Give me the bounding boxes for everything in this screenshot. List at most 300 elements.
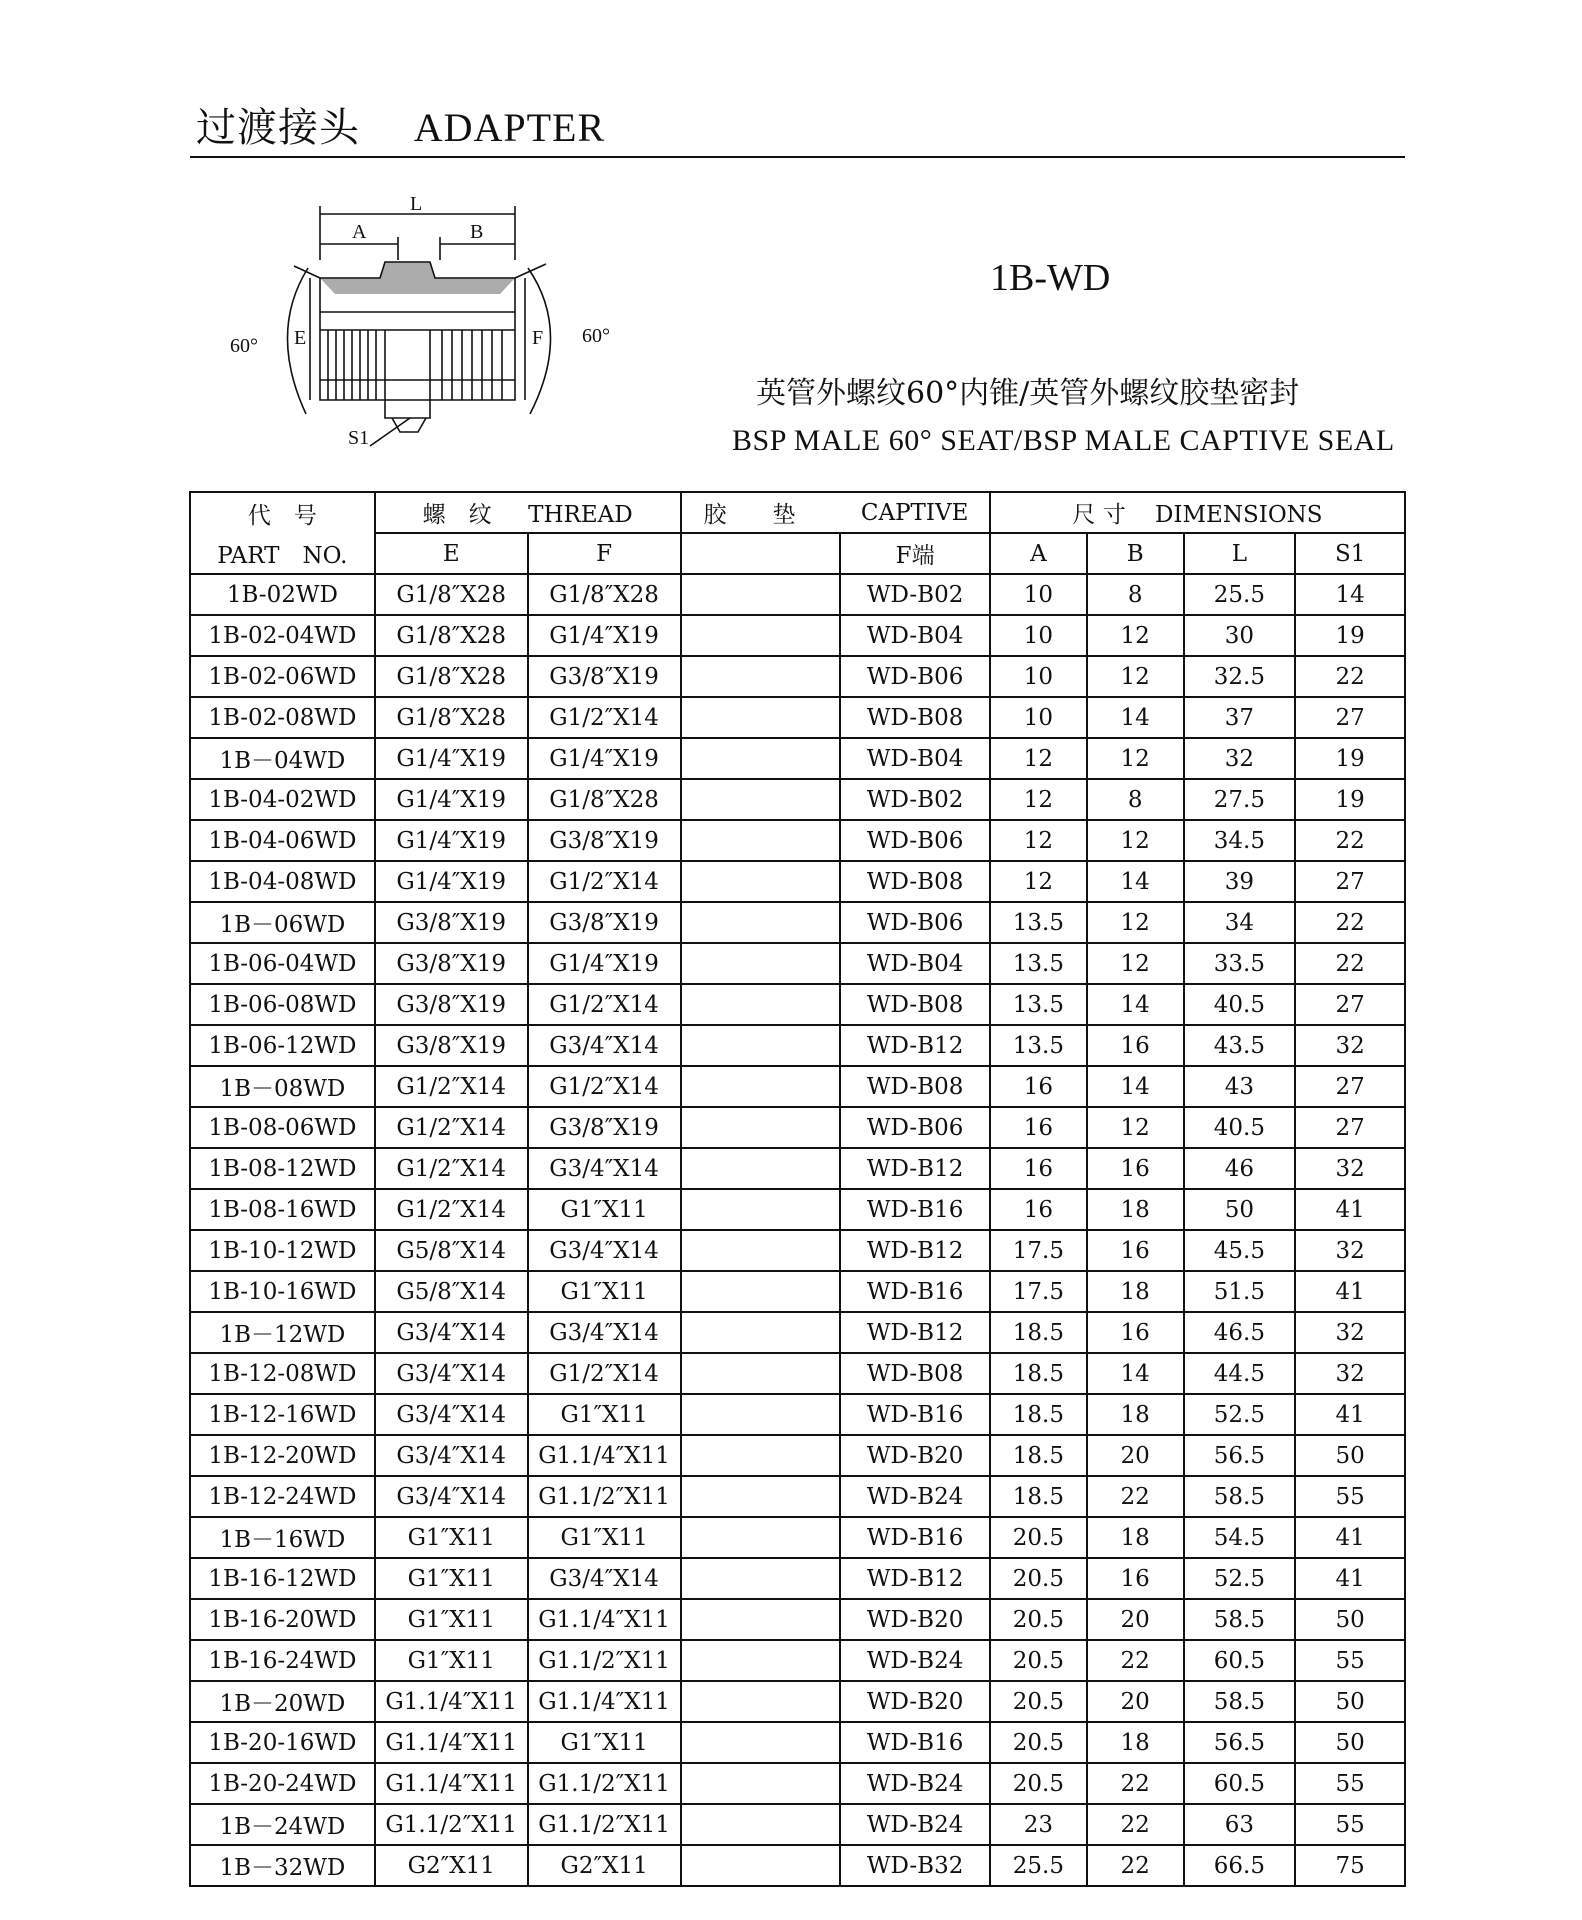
table-row xyxy=(190,615,1405,656)
captive-blank-cell xyxy=(681,902,841,943)
captive-blank-cell xyxy=(681,1476,841,1517)
part-no-cell: 1B-06-12WD xyxy=(190,1025,375,1066)
part-no-cell: 1B-06-04WD xyxy=(190,943,375,984)
thread-e-cell: G1/2″X14 xyxy=(375,1066,528,1107)
thread-f-cell: G1.1/2″X11 xyxy=(528,1804,681,1845)
captive-f-end-cell: WD-B16 xyxy=(840,1189,990,1230)
dim-l-cell: 33.5 xyxy=(1184,943,1296,984)
part-no-cell: 1B-08-12WD xyxy=(190,1148,375,1189)
table-row xyxy=(190,1066,1405,1107)
thread-e-cell: G1.1/2″X11 xyxy=(375,1804,528,1845)
title-cn: 过渡接头 xyxy=(196,105,360,151)
thread-f-cell: G3/8″X19 xyxy=(528,656,681,697)
dim-l-cell: 52.5 xyxy=(1184,1558,1296,1599)
table-row xyxy=(190,574,1405,615)
header-thread xyxy=(375,492,681,533)
dim-s1-cell: 50 xyxy=(1295,1435,1405,1476)
dim-b-cell: 8 xyxy=(1087,779,1184,820)
thread-e-cell: G3/8″X19 xyxy=(375,984,528,1025)
captive-f-end-cell: WD-B06 xyxy=(840,1107,990,1148)
model-number: 1B-WD xyxy=(990,257,1111,299)
captive-f-end-cell: WD-B16 xyxy=(840,1394,990,1435)
dim-s1-cell: 55 xyxy=(1295,1640,1405,1681)
dim-s1-cell: 27 xyxy=(1295,1066,1405,1107)
dim-l-cell: 40.5 xyxy=(1184,1107,1296,1148)
table-row xyxy=(190,902,1405,943)
dim-s1-cell: 22 xyxy=(1295,656,1405,697)
dim-b-cell: 14 xyxy=(1087,861,1184,902)
part-no-cell: 1B-06-08WD xyxy=(190,984,375,1025)
thread-e-cell: G1/8″X28 xyxy=(375,574,528,615)
captive-f-end-cell: WD-B08 xyxy=(840,1353,990,1394)
dim-b-cell: 22 xyxy=(1087,1845,1184,1886)
dim-s1-cell: 27 xyxy=(1295,1107,1405,1148)
dim-b-cell: 18 xyxy=(1087,1271,1184,1312)
captive-f-end-cell: WD-B20 xyxy=(840,1435,990,1476)
dim-a-cell: 16 xyxy=(990,1148,1087,1189)
captive-blank-cell xyxy=(681,1804,841,1845)
dim-b-cell: 16 xyxy=(1087,1558,1184,1599)
header-rule xyxy=(190,156,1405,158)
captive-blank-cell xyxy=(681,1722,841,1763)
header-thread-cn: 螺 纹 xyxy=(422,502,492,528)
header-dimensions xyxy=(990,492,1405,533)
table-row xyxy=(190,738,1405,779)
part-no-cell: 1B－24WD xyxy=(190,1804,375,1845)
captive-f-end-cell: WD-B12 xyxy=(840,1148,990,1189)
dim-b-cell: 14 xyxy=(1087,697,1184,738)
captive-f-end-cell: WD-B04 xyxy=(840,615,990,656)
table-row xyxy=(190,1435,1405,1476)
part-no-cell: 1B-08-16WD xyxy=(190,1189,375,1230)
captive-blank-cell xyxy=(681,1353,841,1394)
thread-f-cell: G1/2″X14 xyxy=(528,1066,681,1107)
description-cn: 英管外螺纹60°内锥/英管外螺纹胶垫密封 xyxy=(756,376,1300,411)
table-row xyxy=(190,1845,1405,1886)
thread-f-cell: G1/4″X19 xyxy=(528,615,681,656)
dim-s1-cell: 50 xyxy=(1295,1599,1405,1640)
part-no-cell: 1B－32WD xyxy=(190,1845,375,1886)
thread-f-cell: G1/8″X28 xyxy=(528,574,681,615)
description-en: BSP MALE 60° SEAT/BSP MALE CAPTIVE SEAL xyxy=(732,424,1395,457)
captive-f-end-cell: WD-B08 xyxy=(840,861,990,902)
thread-e-cell: G1″X11 xyxy=(375,1640,528,1681)
dim-a-cell: 16 xyxy=(990,1189,1087,1230)
header-thread-en: THREAD xyxy=(528,502,633,528)
captive-f-end-cell: WD-B06 xyxy=(840,656,990,697)
header-dim-en: DIMENSIONS xyxy=(1154,502,1323,528)
part-no-cell: 1B-16-12WD xyxy=(190,1558,375,1599)
thread-f-cell: G1/2″X14 xyxy=(528,984,681,1025)
dim-l-cell: 40.5 xyxy=(1184,984,1296,1025)
thread-e-cell: G1.1/4″X11 xyxy=(375,1763,528,1804)
dim-label-E: E xyxy=(294,327,307,349)
dim-a-cell: 13.5 xyxy=(990,902,1087,943)
captive-f-end-cell: WD-B12 xyxy=(840,1025,990,1066)
dim-a-cell: 20.5 xyxy=(990,1517,1087,1558)
captive-f-end-cell: WD-B12 xyxy=(840,1230,990,1271)
captive-blank-cell xyxy=(681,697,841,738)
dim-a-cell: 13.5 xyxy=(990,984,1087,1025)
dim-l-cell: 44.5 xyxy=(1184,1353,1296,1394)
dim-s1-cell: 75 xyxy=(1295,1845,1405,1886)
dim-l-cell: 60.5 xyxy=(1184,1640,1296,1681)
dim-b-cell: 22 xyxy=(1087,1476,1184,1517)
table-row xyxy=(190,820,1405,861)
dim-s1-cell: 19 xyxy=(1295,615,1405,656)
table-header-row-2 xyxy=(190,533,1405,574)
thread-f-cell: G1″X11 xyxy=(528,1271,681,1312)
dim-s1-cell: 14 xyxy=(1295,574,1405,615)
dim-a-cell: 20.5 xyxy=(990,1599,1087,1640)
dim-s1-cell: 22 xyxy=(1295,820,1405,861)
captive-blank-cell xyxy=(681,1066,841,1107)
dim-a-cell: 23 xyxy=(990,1804,1087,1845)
dim-a-cell: 12 xyxy=(990,738,1087,779)
dim-label-B: B xyxy=(470,221,484,243)
dim-a-cell: 18.5 xyxy=(990,1312,1087,1353)
dim-b-cell: 16 xyxy=(1087,1312,1184,1353)
thread-f-cell: G1/8″X28 xyxy=(528,779,681,820)
dim-l-cell: 52.5 xyxy=(1184,1394,1296,1435)
dim-a-cell: 20.5 xyxy=(990,1763,1087,1804)
header-col-f-end: F端 xyxy=(840,533,990,574)
dim-a-cell: 12 xyxy=(990,861,1087,902)
part-no-cell: 1B-02-04WD xyxy=(190,615,375,656)
dim-a-cell: 16 xyxy=(990,1107,1087,1148)
dim-b-cell: 16 xyxy=(1087,1230,1184,1271)
header-col-A: A xyxy=(990,533,1087,574)
part-no-cell: 1B-12-20WD xyxy=(190,1435,375,1476)
thread-e-cell: G1/2″X14 xyxy=(375,1189,528,1230)
dim-b-cell: 12 xyxy=(1087,902,1184,943)
table-row xyxy=(190,1558,1405,1599)
dim-l-cell: 46.5 xyxy=(1184,1312,1296,1353)
thread-f-cell: G3/8″X19 xyxy=(528,1107,681,1148)
spec-table xyxy=(189,491,1406,1887)
dim-b-cell: 20 xyxy=(1087,1681,1184,1722)
table-row xyxy=(190,1640,1405,1681)
page-title xyxy=(196,96,605,153)
dim-s1-cell: 32 xyxy=(1295,1230,1405,1271)
title-en: ADAPTER xyxy=(413,105,606,150)
thread-e-cell: G3/4″X14 xyxy=(375,1435,528,1476)
dim-l-cell: 32 xyxy=(1184,738,1296,779)
captive-f-end-cell: WD-B08 xyxy=(840,1066,990,1107)
part-no-cell: 1B-08-06WD xyxy=(190,1107,375,1148)
thread-f-cell: G1.1/4″X11 xyxy=(528,1599,681,1640)
dim-l-cell: 30 xyxy=(1184,615,1296,656)
dim-s1-cell: 19 xyxy=(1295,738,1405,779)
dim-s1-cell: 41 xyxy=(1295,1189,1405,1230)
dim-a-cell: 17.5 xyxy=(990,1230,1087,1271)
header-col-L: L xyxy=(1184,533,1296,574)
dim-a-cell: 20.5 xyxy=(990,1558,1087,1599)
captive-blank-cell xyxy=(681,1640,841,1681)
dim-a-cell: 20.5 xyxy=(990,1681,1087,1722)
thread-f-cell: G3/4″X14 xyxy=(528,1230,681,1271)
header-col-F: F xyxy=(528,533,681,574)
dim-s1-cell: 50 xyxy=(1295,1681,1405,1722)
thread-f-cell: G2″X11 xyxy=(528,1845,681,1886)
dim-label-A: A xyxy=(352,221,367,243)
captive-f-end-cell: WD-B12 xyxy=(840,1312,990,1353)
part-no-cell: 1B-04-02WD xyxy=(190,779,375,820)
captive-f-end-cell: WD-B08 xyxy=(840,984,990,1025)
captive-blank-cell xyxy=(681,984,841,1025)
angle-label-right: 60° xyxy=(582,325,610,347)
thread-f-cell: G1.1/4″X11 xyxy=(528,1681,681,1722)
dim-b-cell: 12 xyxy=(1087,656,1184,697)
captive-blank-cell xyxy=(681,1025,841,1066)
dim-s1-cell: 55 xyxy=(1295,1763,1405,1804)
captive-blank-cell xyxy=(681,1763,841,1804)
dim-s1-cell: 55 xyxy=(1295,1804,1405,1845)
captive-f-end-cell: WD-B20 xyxy=(840,1599,990,1640)
dim-a-cell: 18.5 xyxy=(990,1394,1087,1435)
dim-l-cell: 34 xyxy=(1184,902,1296,943)
dim-l-cell: 34.5 xyxy=(1184,820,1296,861)
dim-b-cell: 12 xyxy=(1087,738,1184,779)
part-no-cell: 1B-20-24WD xyxy=(190,1763,375,1804)
dim-a-cell: 18.5 xyxy=(990,1476,1087,1517)
header-dim-cn: 尺 寸 xyxy=(1072,502,1126,528)
thread-e-cell: G3/8″X19 xyxy=(375,902,528,943)
part-no-cell: 1B-04-06WD xyxy=(190,820,375,861)
dim-l-cell: 58.5 xyxy=(1184,1476,1296,1517)
part-no-cell: 1B-20-16WD xyxy=(190,1722,375,1763)
table-row xyxy=(190,1025,1405,1066)
dim-a-cell: 18.5 xyxy=(990,1435,1087,1476)
dim-a-cell: 12 xyxy=(990,779,1087,820)
dim-s1-cell: 32 xyxy=(1295,1353,1405,1394)
captive-f-end-cell: WD-B04 xyxy=(840,738,990,779)
thread-f-cell: G1/2″X14 xyxy=(528,861,681,902)
captive-f-end-cell: WD-B06 xyxy=(840,902,990,943)
thread-e-cell: G1/4″X19 xyxy=(375,861,528,902)
captive-blank-cell xyxy=(681,656,841,697)
adapter-diagram xyxy=(220,182,660,452)
thread-e-cell: G1″X11 xyxy=(375,1599,528,1640)
dim-l-cell: 58.5 xyxy=(1184,1599,1296,1640)
dim-s1-cell: 32 xyxy=(1295,1025,1405,1066)
table-row xyxy=(190,984,1405,1025)
thread-f-cell: G3/4″X14 xyxy=(528,1312,681,1353)
captive-f-end-cell: WD-B08 xyxy=(840,697,990,738)
captive-f-end-cell: WD-B24 xyxy=(840,1476,990,1517)
part-no-cell: 1B-02-08WD xyxy=(190,697,375,738)
table-row xyxy=(190,943,1405,984)
dim-b-cell: 20 xyxy=(1087,1599,1184,1640)
part-no-cell: 1B-02-06WD xyxy=(190,656,375,697)
dim-l-cell: 56.5 xyxy=(1184,1435,1296,1476)
captive-blank-cell xyxy=(681,1230,841,1271)
thread-e-cell: G5/8″X14 xyxy=(375,1271,528,1312)
header-col-E: E xyxy=(375,533,528,574)
dim-s1-cell: 27 xyxy=(1295,697,1405,738)
captive-f-end-cell: WD-B04 xyxy=(840,943,990,984)
dim-l-cell: 54.5 xyxy=(1184,1517,1296,1558)
table-row xyxy=(190,1763,1405,1804)
part-no-cell: 1B－12WD xyxy=(190,1312,375,1353)
header-col-S1: S1 xyxy=(1295,533,1405,574)
dim-a-cell: 18.5 xyxy=(990,1353,1087,1394)
dim-b-cell: 20 xyxy=(1087,1435,1184,1476)
captive-f-end-cell: WD-B24 xyxy=(840,1763,990,1804)
captive-blank-cell xyxy=(681,1681,841,1722)
thread-e-cell: G1″X11 xyxy=(375,1517,528,1558)
dim-l-cell: 45.5 xyxy=(1184,1230,1296,1271)
dim-l-cell: 63 xyxy=(1184,1804,1296,1845)
captive-blank-cell xyxy=(681,861,841,902)
captive-blank-cell xyxy=(681,1394,841,1435)
part-no-cell: 1B－04WD xyxy=(190,738,375,779)
thread-f-cell: G1/4″X19 xyxy=(528,738,681,779)
dim-b-cell: 18 xyxy=(1087,1394,1184,1435)
table-row xyxy=(190,1230,1405,1271)
thread-f-cell: G1″X11 xyxy=(528,1189,681,1230)
thread-e-cell: G3/4″X14 xyxy=(375,1353,528,1394)
thread-f-cell: G1.1/4″X11 xyxy=(528,1435,681,1476)
captive-f-end-cell: WD-B12 xyxy=(840,1558,990,1599)
captive-f-end-cell: WD-B16 xyxy=(840,1271,990,1312)
captive-f-end-cell: WD-B24 xyxy=(840,1640,990,1681)
thread-e-cell: G1/2″X14 xyxy=(375,1148,528,1189)
dim-b-cell: 8 xyxy=(1087,574,1184,615)
thread-e-cell: G3/8″X19 xyxy=(375,1025,528,1066)
part-no-cell: 1B-12-08WD xyxy=(190,1353,375,1394)
thread-f-cell: G1.1/2″X11 xyxy=(528,1640,681,1681)
dim-a-cell: 12 xyxy=(990,820,1087,861)
captive-blank-cell xyxy=(681,1517,841,1558)
dim-b-cell: 12 xyxy=(1087,1107,1184,1148)
dim-s1-cell: 32 xyxy=(1295,1312,1405,1353)
table-row xyxy=(190,1517,1405,1558)
captive-f-end-cell: WD-B32 xyxy=(840,1845,990,1886)
dim-l-cell: 25.5 xyxy=(1184,574,1296,615)
header-col-captive-blank xyxy=(681,533,841,574)
thread-e-cell: G1/8″X28 xyxy=(375,656,528,697)
captive-blank-cell xyxy=(681,1845,841,1886)
thread-f-cell: G3/8″X19 xyxy=(528,820,681,861)
dim-s1-cell: 22 xyxy=(1295,902,1405,943)
dim-a-cell: 25.5 xyxy=(990,1845,1087,1886)
dim-label-L: L xyxy=(410,193,423,215)
dim-a-cell: 17.5 xyxy=(990,1271,1087,1312)
dim-s1-cell: 32 xyxy=(1295,1148,1405,1189)
dim-b-cell: 18 xyxy=(1087,1189,1184,1230)
captive-blank-cell xyxy=(681,738,841,779)
dim-b-cell: 22 xyxy=(1087,1640,1184,1681)
captive-blank-cell xyxy=(681,1312,841,1353)
table-row xyxy=(190,656,1405,697)
captive-blank-cell xyxy=(681,574,841,615)
dim-a-cell: 20.5 xyxy=(990,1722,1087,1763)
dim-a-cell: 16 xyxy=(990,1066,1087,1107)
header-part-cn: 代 号 xyxy=(190,492,375,533)
thread-e-cell: G5/8″X14 xyxy=(375,1230,528,1271)
thread-f-cell: G1″X11 xyxy=(528,1517,681,1558)
part-no-cell: 1B-10-12WD xyxy=(190,1230,375,1271)
dim-b-cell: 16 xyxy=(1087,1025,1184,1066)
dim-a-cell: 20.5 xyxy=(990,1640,1087,1681)
dim-b-cell: 14 xyxy=(1087,1353,1184,1394)
thread-f-cell: G3/4″X14 xyxy=(528,1148,681,1189)
thread-e-cell: G1/8″X28 xyxy=(375,697,528,738)
dim-b-cell: 12 xyxy=(1087,615,1184,656)
dim-s1-cell: 41 xyxy=(1295,1558,1405,1599)
dim-b-cell: 22 xyxy=(1087,1804,1184,1845)
captive-f-end-cell: WD-B02 xyxy=(840,574,990,615)
part-no-cell: 1B－16WD xyxy=(190,1517,375,1558)
dim-label-S1: S1 xyxy=(348,427,370,449)
dim-l-cell: 50 xyxy=(1184,1189,1296,1230)
captive-blank-cell xyxy=(681,779,841,820)
dim-l-cell: 51.5 xyxy=(1184,1271,1296,1312)
captive-f-end-cell: WD-B16 xyxy=(840,1517,990,1558)
dim-l-cell: 32.5 xyxy=(1184,656,1296,697)
dim-l-cell: 58.5 xyxy=(1184,1681,1296,1722)
thread-f-cell: G1/2″X14 xyxy=(528,1353,681,1394)
thread-f-cell: G1″X11 xyxy=(528,1722,681,1763)
captive-blank-cell xyxy=(681,615,841,656)
captive-blank-cell xyxy=(681,820,841,861)
dim-label-F: F xyxy=(532,327,544,349)
dim-s1-cell: 27 xyxy=(1295,984,1405,1025)
thread-f-cell: G3/8″X19 xyxy=(528,902,681,943)
part-no-cell: 1B－20WD xyxy=(190,1681,375,1722)
table-row xyxy=(190,1353,1405,1394)
dim-s1-cell: 27 xyxy=(1295,861,1405,902)
dim-b-cell: 18 xyxy=(1087,1517,1184,1558)
thread-f-cell: G1/4″X19 xyxy=(528,943,681,984)
dim-l-cell: 60.5 xyxy=(1184,1763,1296,1804)
dim-a-cell: 13.5 xyxy=(990,1025,1087,1066)
captive-f-end-cell: WD-B24 xyxy=(840,1804,990,1845)
header-captive-en: CAPTIVE xyxy=(840,492,990,533)
table-row xyxy=(190,1107,1405,1148)
dim-a-cell: 13.5 xyxy=(990,943,1087,984)
thread-e-cell: G1/8″X28 xyxy=(375,615,528,656)
table-row xyxy=(190,1148,1405,1189)
dim-s1-cell: 41 xyxy=(1295,1517,1405,1558)
header-col-B: B xyxy=(1087,533,1184,574)
part-no-cell: 1B-12-24WD xyxy=(190,1476,375,1517)
table-row xyxy=(190,697,1405,738)
part-no-cell: 1B-16-20WD xyxy=(190,1599,375,1640)
dim-s1-cell: 55 xyxy=(1295,1476,1405,1517)
thread-e-cell: G1/4″X19 xyxy=(375,779,528,820)
dim-b-cell: 12 xyxy=(1087,943,1184,984)
captive-blank-cell xyxy=(681,1599,841,1640)
dim-b-cell: 18 xyxy=(1087,1722,1184,1763)
thread-f-cell: G1.1/2″X11 xyxy=(528,1476,681,1517)
part-no-cell: 1B－06WD xyxy=(190,902,375,943)
captive-blank-cell xyxy=(681,1107,841,1148)
dim-l-cell: 27.5 xyxy=(1184,779,1296,820)
angle-label-left: 60° xyxy=(230,335,258,357)
thread-e-cell: G1/4″X19 xyxy=(375,738,528,779)
dim-a-cell: 10 xyxy=(990,697,1087,738)
table-row xyxy=(190,1312,1405,1353)
captive-f-end-cell: WD-B16 xyxy=(840,1722,990,1763)
part-no-cell: 1B-16-24WD xyxy=(190,1640,375,1681)
thread-f-cell: G1.1/2″X11 xyxy=(528,1763,681,1804)
dim-s1-cell: 41 xyxy=(1295,1394,1405,1435)
table-row xyxy=(190,861,1405,902)
captive-f-end-cell: WD-B02 xyxy=(840,779,990,820)
thread-e-cell: G1.1/4″X11 xyxy=(375,1681,528,1722)
